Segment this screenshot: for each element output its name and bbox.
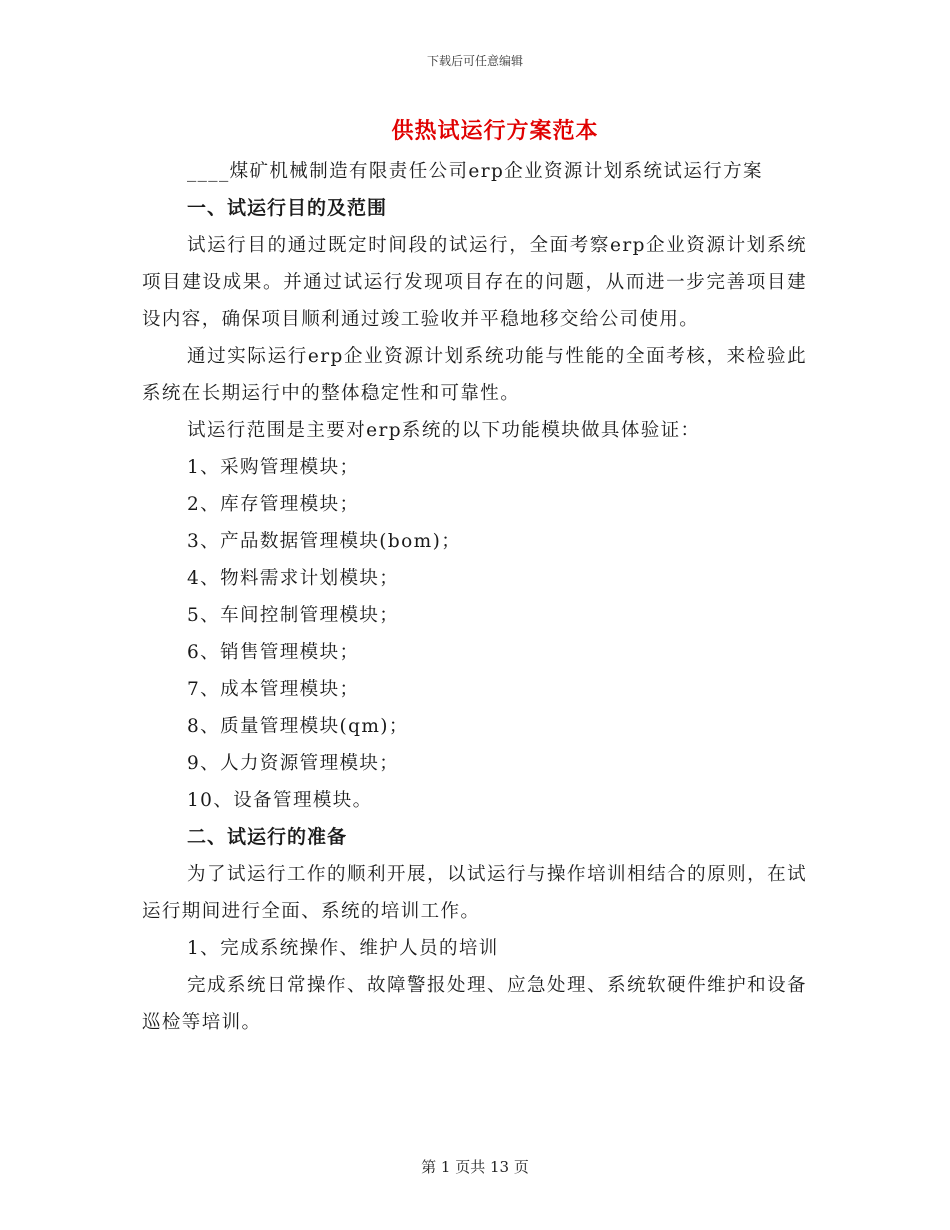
list-item: 4、物料需求计划模块；	[187, 568, 400, 589]
section-heading-2: 二、试运行的准备	[187, 826, 348, 848]
list-item: 1、采购管理模块；	[187, 457, 360, 478]
list-item: 3、产品数据管理模块(bom)；	[187, 531, 462, 552]
paragraph: 试运行目的通过既定时间段的试运行，全面考察erp企业资源计划系统项目建设成果。并通过试运行发现项目存在的问题，从而进一步完善项目建设内容，确保项目顺利通过竣工验收并平稳地移交给公司使用。	[142, 235, 807, 330]
list-item: 9、人力资源管理模块；	[187, 753, 400, 774]
page-number: 第 1 页共 13 页	[421, 1158, 529, 1176]
paragraph: 为了试运行工作的顺利开展，以试运行与操作培训相结合的原则，在试运行期间进行全面、系统的培训工作。	[142, 864, 807, 922]
list-item: 5、车间控制管理模块；	[187, 605, 400, 626]
paragraph: 试运行范围是主要对erp系统的以下功能模块做具体验证：	[187, 420, 701, 441]
paragraph: 通过实际运行erp企业资源计划系统功能与性能的全面考核，来检验此系统在长期运行中的整体稳定性和可靠性。	[142, 346, 807, 404]
header-note: 下载后可任意编辑	[426, 54, 523, 68]
section-heading-1: 一、试运行目的及范围	[187, 197, 388, 219]
paragraph: 完成系统日常操作、故障警报处理、应急处理、系统软硬件维护和设备巡检等培训。	[142, 975, 807, 1033]
list-item: 2、库存管理模块；	[187, 494, 360, 515]
subheading: 1、完成系统操作、维护人员的培训	[187, 938, 499, 959]
list-item: 7、成本管理模块；	[187, 679, 360, 700]
list-item: 8、质量管理模块(qm)；	[187, 716, 409, 737]
intro-paragraph: ____煤矿机械制造有限责任公司erp企业资源计划系统试运行方案	[187, 161, 763, 182]
document-body	[142, 153, 807, 1041]
list-item: 6、销售管理模块；	[187, 642, 360, 663]
document-title: 供热试运行方案范本	[391, 119, 599, 144]
list-item: 10、设备管理模块。	[187, 790, 373, 811]
